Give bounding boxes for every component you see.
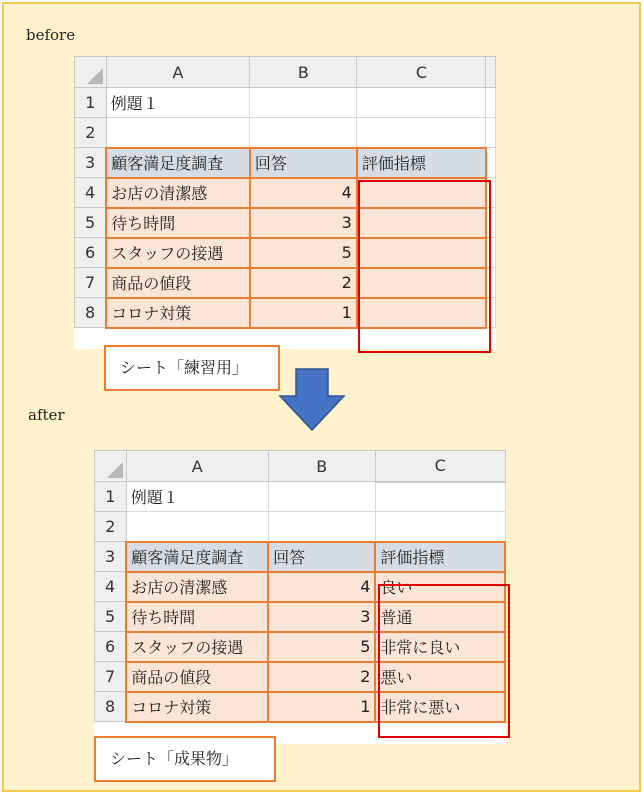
- column-header-row: [75, 57, 496, 88]
- cell-d1[interactable]: [486, 88, 496, 118]
- cell-b5[interactable]: 3: [250, 208, 357, 238]
- cell-b6[interactable]: 5: [250, 238, 357, 268]
- cell-b2[interactable]: [268, 512, 375, 542]
- cell-a3[interactable]: 顧客満足度調査: [126, 542, 268, 572]
- cell-c1[interactable]: [357, 88, 486, 118]
- column-header-a[interactable]: A: [106, 57, 250, 88]
- cell-d2[interactable]: [486, 118, 496, 148]
- row-header[interactable]: 1: [75, 88, 107, 118]
- table-row: [75, 88, 496, 118]
- row-header[interactable]: 8: [75, 298, 107, 328]
- cell-d3[interactable]: [486, 148, 496, 178]
- cell-a5[interactable]: 待ち時間: [126, 602, 268, 632]
- cell-c7[interactable]: 悪い: [375, 662, 505, 692]
- empty-column-highlight: [358, 180, 491, 353]
- column-header-b[interactable]: B: [268, 451, 375, 482]
- cell-b4[interactable]: 4: [268, 572, 375, 602]
- cell-a3[interactable]: 顧客満足度調査: [106, 148, 250, 178]
- row-header[interactable]: 3: [95, 542, 127, 572]
- table-row: [95, 542, 506, 572]
- column-header-c[interactable]: C: [357, 57, 486, 88]
- cell-b6[interactable]: 5: [268, 632, 375, 662]
- cell-a1[interactable]: 例題１: [106, 88, 250, 118]
- before-caption: before: [26, 26, 76, 44]
- row-header[interactable]: 7: [75, 268, 107, 298]
- cell-c5[interactable]: 普通: [375, 602, 505, 632]
- sheet-name-label: シート「成果物」: [94, 736, 276, 782]
- before-sheet: [74, 56, 496, 349]
- cell-a2[interactable]: [126, 512, 268, 542]
- row-header[interactable]: 7: [95, 662, 127, 692]
- figure-frame: [2, 2, 641, 792]
- cell-c2[interactable]: [357, 118, 486, 148]
- cell-b8[interactable]: 1: [268, 692, 375, 722]
- cell-b8[interactable]: 1: [250, 298, 357, 328]
- result-column-highlight: [378, 584, 510, 738]
- after-caption: after: [28, 406, 65, 424]
- column-header-a[interactable]: A: [126, 451, 268, 482]
- cell-a6[interactable]: スタッフの接遇: [106, 238, 250, 268]
- cell-a2[interactable]: [106, 118, 250, 148]
- cell-a8[interactable]: コロナ対策: [106, 298, 250, 328]
- row-header[interactable]: 5: [95, 602, 127, 632]
- row-header[interactable]: 3: [75, 148, 107, 178]
- cell-a5[interactable]: 待ち時間: [106, 208, 250, 238]
- table-row: [95, 482, 506, 512]
- table-row: [75, 148, 496, 178]
- column-header-d[interactable]: [486, 57, 496, 88]
- row-header[interactable]: 2: [75, 118, 107, 148]
- cell-a6[interactable]: スタッフの接遇: [126, 632, 268, 662]
- row-header[interactable]: 6: [95, 632, 127, 662]
- row-header[interactable]: 1: [95, 482, 127, 512]
- cell-b1[interactable]: [250, 88, 357, 118]
- row-header[interactable]: 6: [75, 238, 107, 268]
- cell-a1[interactable]: 例題１: [126, 482, 268, 512]
- row-header[interactable]: 5: [75, 208, 107, 238]
- cell-c8[interactable]: 非常に悪い: [375, 692, 505, 722]
- cell-c3[interactable]: 評価指標: [375, 542, 505, 572]
- table-row: [75, 118, 496, 148]
- down-arrow-icon: [278, 368, 346, 432]
- table-row: [95, 512, 506, 542]
- cell-a7[interactable]: 商品の値段: [126, 662, 268, 692]
- row-header[interactable]: 4: [95, 572, 127, 602]
- column-header-c[interactable]: C: [375, 451, 505, 482]
- row-header[interactable]: 2: [95, 512, 127, 542]
- cell-a4[interactable]: お店の清潔感: [126, 572, 268, 602]
- cell-c2[interactable]: [375, 512, 505, 542]
- cell-b7[interactable]: 2: [250, 268, 357, 298]
- cell-b2[interactable]: [250, 118, 357, 148]
- row-header[interactable]: 4: [75, 178, 107, 208]
- cell-c4[interactable]: 良い: [375, 572, 505, 602]
- sheet-name-label: シート「練習用」: [104, 345, 280, 391]
- cell-b7[interactable]: 2: [268, 662, 375, 692]
- cell-a8[interactable]: コロナ対策: [126, 692, 268, 722]
- select-all-corner[interactable]: [95, 451, 127, 482]
- row-header[interactable]: 8: [95, 692, 127, 722]
- cell-b5[interactable]: 3: [268, 602, 375, 632]
- cell-b1[interactable]: [268, 482, 375, 512]
- column-header-b[interactable]: B: [250, 57, 357, 88]
- cell-b3[interactable]: 回答: [268, 542, 375, 572]
- cell-c3[interactable]: 評価指標: [357, 148, 486, 178]
- after-sheet: [94, 450, 506, 744]
- select-all-corner[interactable]: [75, 57, 107, 88]
- cell-b4[interactable]: 4: [250, 178, 357, 208]
- cell-c6[interactable]: 非常に良い: [375, 632, 505, 662]
- column-header-row: [95, 451, 506, 482]
- cell-b3[interactable]: 回答: [250, 148, 357, 178]
- cell-a4[interactable]: お店の清潔感: [106, 178, 250, 208]
- cell-a7[interactable]: 商品の値段: [106, 268, 250, 298]
- cell-c1[interactable]: [375, 482, 505, 512]
